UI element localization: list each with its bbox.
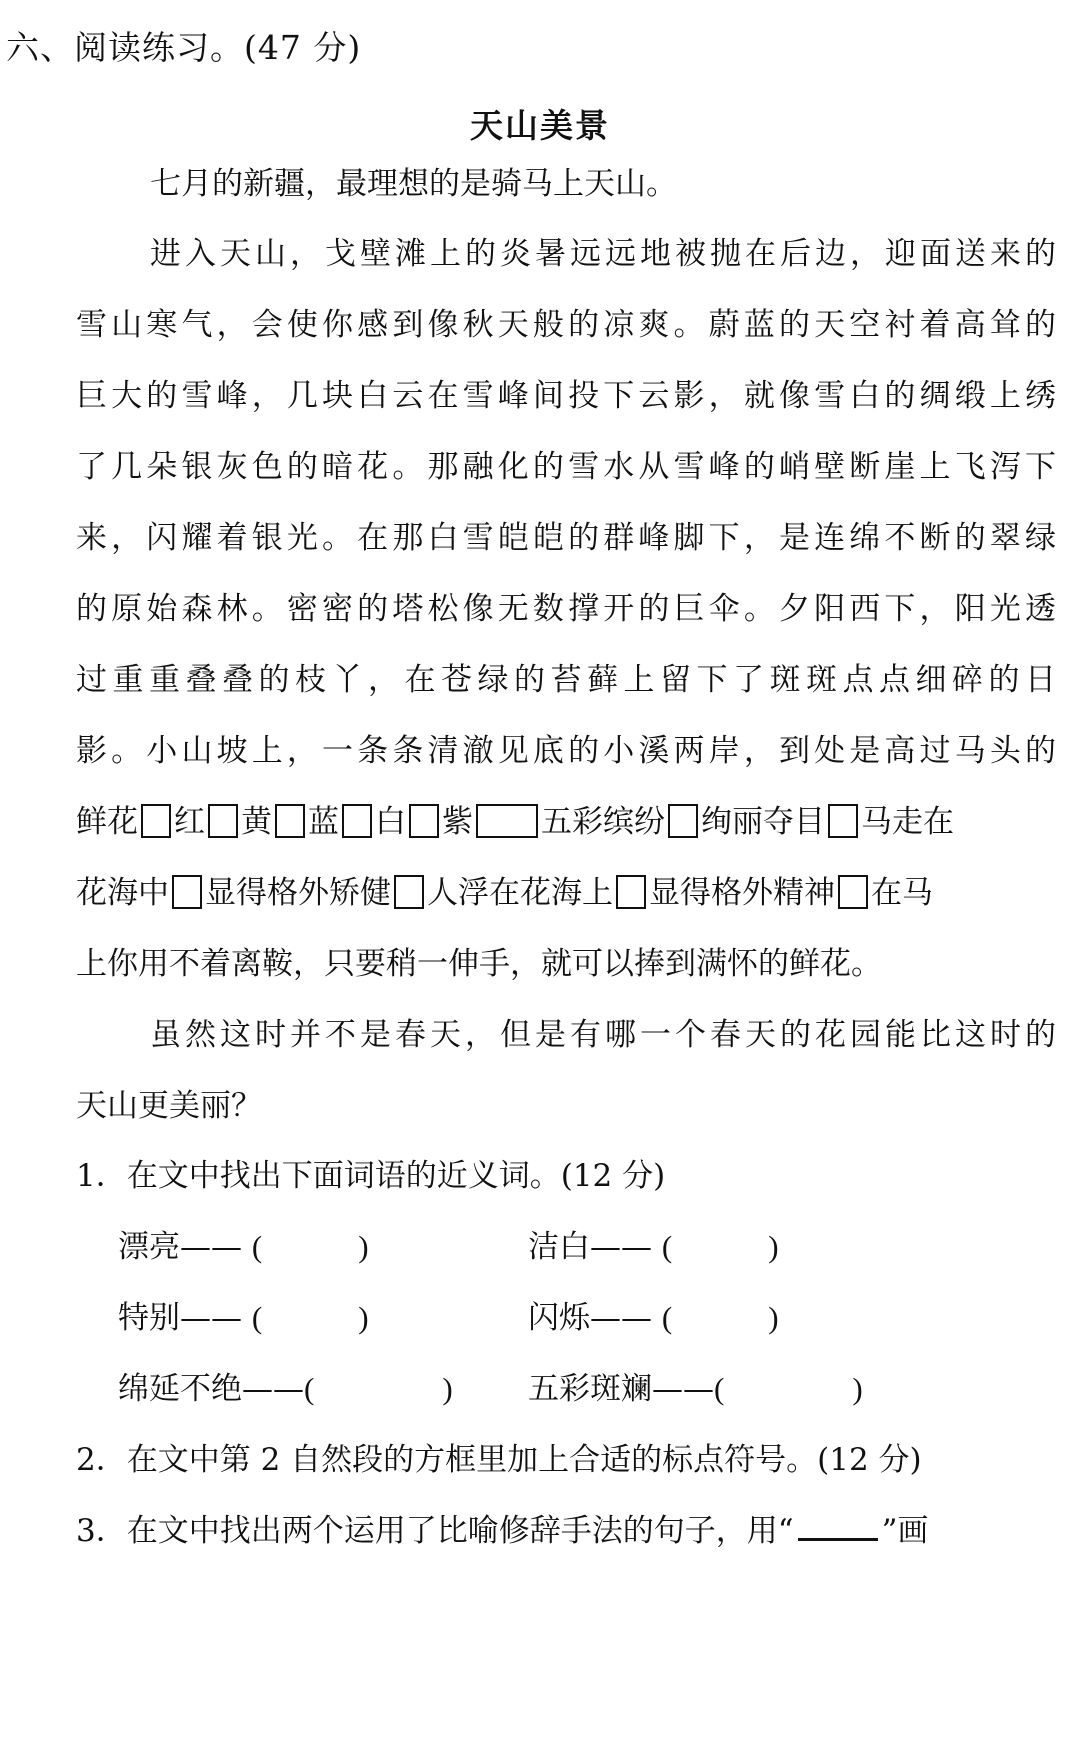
- punctuation-box[interactable]: [409, 804, 439, 838]
- paragraph-2-line: 巨大的雪峰，几块白云在雪峰间投下云影，就像雪白的绸缎上绣: [76, 378, 1056, 414]
- question-3: [76, 1511, 928, 1551]
- answer-open-paren: (: [661, 1229, 673, 1264]
- synonym-word: 洁白——: [528, 1229, 652, 1265]
- question-3-text: 3．在文中找出两个运用了比喻修辞手法的句子，用“: [76, 1513, 794, 1549]
- text-segment: 在马: [871, 875, 933, 911]
- answer-open-paren: (: [251, 1300, 263, 1335]
- answer-close-paren: ): [358, 1229, 369, 1264]
- paragraph-2-box-line-1: [76, 802, 954, 842]
- synonym-item: [528, 1298, 779, 1338]
- synonym-word: 特别——: [118, 1300, 242, 1336]
- paragraph-2-box-line-2: [76, 873, 933, 913]
- paragraph-2-line: 进入天山，戈壁滩上的炎暑远远地被抛在后边，迎面送来的: [150, 236, 1056, 272]
- synonym-word: 闪烁——: [528, 1300, 652, 1336]
- text-segment: 五彩缤纷: [541, 804, 665, 840]
- text-segment: 绚丽夺目: [701, 804, 825, 840]
- punctuation-box-wide[interactable]: [476, 804, 538, 838]
- paragraph-3-line: 天山更美丽？: [76, 1088, 262, 1124]
- answer-open-paren: (: [304, 1371, 315, 1406]
- punctuation-box[interactable]: [342, 804, 372, 838]
- paragraph-2-line: 来，闪耀着银光。在那白雪皑皑的群峰脚下，是连绵不断的翠绿: [76, 520, 1056, 556]
- answer-close-paren: ): [768, 1229, 779, 1264]
- synonym-word: 绵延不绝——: [118, 1371, 304, 1407]
- paragraph-3-line: 虽然这时并不是春天，但是有哪一个春天的花园能比这时的: [150, 1017, 1056, 1053]
- question-3-text-end: ”画: [881, 1513, 929, 1549]
- text-segment: 花海中: [76, 875, 169, 911]
- text-segment: 显得格外矫健: [205, 875, 391, 911]
- paragraph-2-line: 了几朵银灰色的暗花。那融化的雪水从雪峰的峭壁断崖上飞泻下: [76, 449, 1056, 485]
- text-segment: 显得格外精神: [649, 875, 835, 911]
- text-segment: 人浮在花海上: [427, 875, 613, 911]
- paragraph-2-line: 的原始森林。密密的塔松像无数撑开的巨伞。夕阳西下，阳光透: [76, 591, 1056, 627]
- section-title: 六、阅读练习。(47 分): [6, 28, 362, 67]
- synonym-item: [118, 1298, 369, 1338]
- answer-open-paren: (: [714, 1371, 725, 1406]
- text-segment: 蓝: [308, 804, 339, 840]
- text-segment: 马走在: [861, 804, 954, 840]
- answer-close-paren: ): [358, 1300, 369, 1335]
- paragraph-1: 七月的新疆，最理想的是骑马上天山。: [150, 166, 677, 202]
- question-2: 2．在文中第 2 自然段的方框里加上合适的标点符号。(12 分): [76, 1442, 922, 1478]
- paragraph-2-line: 雪山寒气，会使你感到像秋天般的凉爽。蔚蓝的天空衬着高耸的: [76, 307, 1056, 343]
- synonym-word: 漂亮——: [118, 1229, 242, 1265]
- punctuation-box[interactable]: [828, 804, 858, 838]
- punctuation-box[interactable]: [208, 804, 238, 838]
- synonym-item: [118, 1227, 369, 1267]
- punctuation-box[interactable]: [668, 804, 698, 838]
- article-title: 天山美景: [470, 106, 610, 145]
- answer-open-paren: (: [251, 1229, 263, 1264]
- answer-open-paren: (: [661, 1300, 673, 1335]
- punctuation-box[interactable]: [172, 875, 202, 909]
- synonym-item: [528, 1369, 863, 1409]
- paragraph-2-line: 影。小山坡上，一条条清澈见底的小溪两岸，到处是高过马头的: [76, 733, 1056, 769]
- paragraph-2-last-line: 上你用不着离鞍，只要稍一伸手，就可以捧到满怀的鲜花。: [76, 946, 882, 982]
- synonym-word: 五彩斑斓——: [528, 1371, 714, 1407]
- text-segment: 红: [174, 804, 205, 840]
- paragraph-2-line: 过重重叠叠的枝丫，在苍绿的苔藓上留下了斑斑点点细碎的日: [76, 662, 1056, 698]
- answer-close-paren: ): [852, 1371, 863, 1406]
- answer-close-paren: ): [768, 1300, 779, 1335]
- underline-symbol: [798, 1512, 878, 1541]
- text-segment: 紫: [442, 804, 473, 840]
- text-segment: 鲜花: [76, 804, 138, 840]
- punctuation-box[interactable]: [616, 875, 646, 909]
- synonym-item: [528, 1227, 779, 1267]
- punctuation-box[interactable]: [141, 804, 171, 838]
- question-1: 1．在文中找出下面词语的近义词。(12 分): [76, 1158, 666, 1194]
- text-segment: 黄: [241, 804, 272, 840]
- synonym-item: [118, 1369, 453, 1409]
- punctuation-box[interactable]: [838, 875, 868, 909]
- text-segment: 白: [375, 804, 406, 840]
- punctuation-box[interactable]: [394, 875, 424, 909]
- punctuation-box[interactable]: [275, 804, 305, 838]
- answer-close-paren: ): [442, 1371, 453, 1406]
